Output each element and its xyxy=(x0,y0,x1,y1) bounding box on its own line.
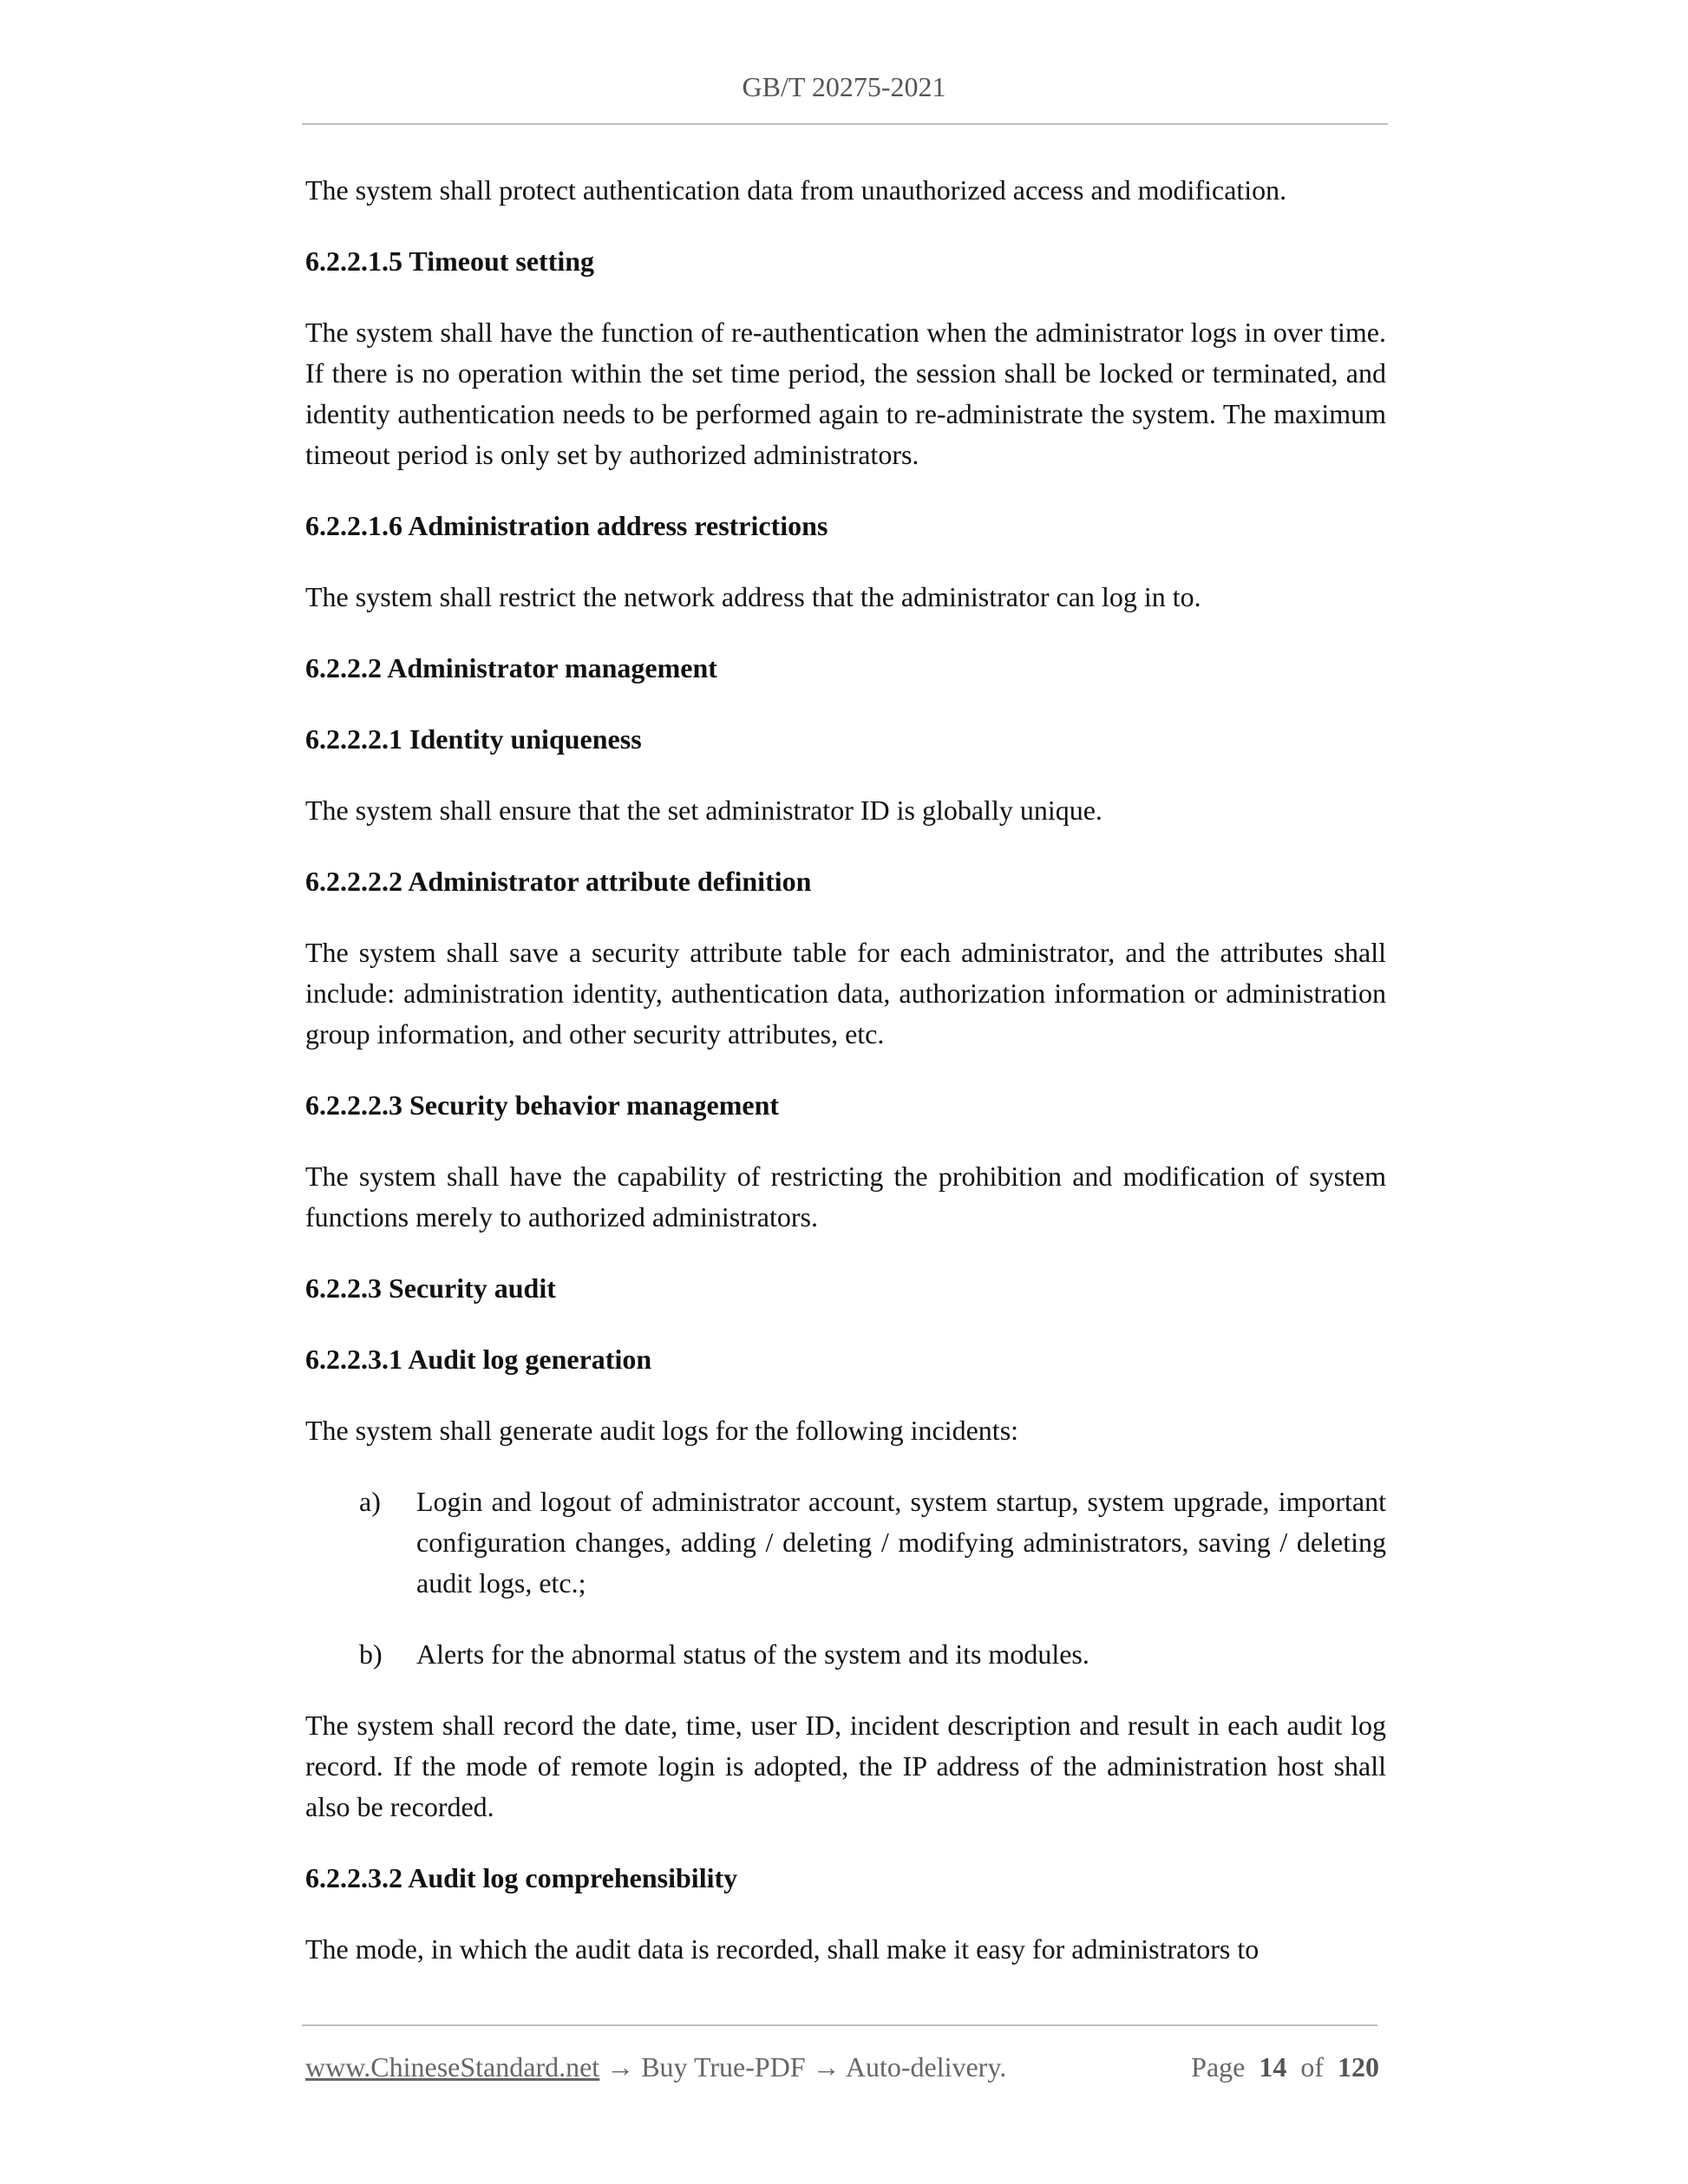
list-item-label: b) xyxy=(359,1638,383,1670)
website-link[interactable]: www.ChineseStandard.net xyxy=(305,2051,600,2083)
paragraph: The mode, in which the audit data is recorded, shall make it easy for administrators to xyxy=(305,1933,1259,1965)
section-heading: 6.2.2.2.2 Administrator attribute definition xyxy=(305,866,812,897)
footer-left xyxy=(305,2047,1006,2087)
page-footer xyxy=(305,2047,1379,2087)
footer-divider xyxy=(302,2024,1377,2026)
document-header-title: GB/T 20275-2021 xyxy=(742,71,946,102)
paragraph: The system shall have the capability of restricting the prohibition and modification of system functions merely to authorized administrators. xyxy=(305,1161,1386,1233)
footer-tagline: → Buy True-PDF → Auto-delivery. xyxy=(599,2051,1007,2083)
section-heading: 6.2.2.2.3 Security behavior management xyxy=(305,1089,780,1121)
paragraph: The system shall restrict the network address that the administrator can log in to. xyxy=(305,581,1201,612)
list-item-text: Login and logout of administrator account, system startup, system upgrade, important configuration changes, adding / deleting / modifying administrators, saving / deleting audit logs, etc.; xyxy=(416,1486,1386,1599)
paragraph: The system shall have the function of re-authentication when the administrator logs in over time. If there is no operation within the set time period, the session shall be locked or terminated, and identity authentication needs to be performed again to re-administrate the system. The maximum timeout period is only set by authorized administrators. xyxy=(305,317,1386,470)
list-item-text: Alerts for the abnormal status of the system and its modules. xyxy=(416,1638,1089,1670)
page-number: 14 xyxy=(1259,2051,1287,2083)
list-item xyxy=(305,1634,1386,1675)
list-item-label: a) xyxy=(359,1486,381,1517)
paragraph: The system shall ensure that the set administrator ID is globally unique. xyxy=(305,794,1102,826)
page-indicator xyxy=(1191,2047,1379,2087)
paragraph: The system shall save a security attribute table for each administrator, and the attributes shall include: administration identity, authentication data, authorization information or administration group information, and other security attributes, etc. xyxy=(305,937,1386,1049)
list-item xyxy=(305,1481,1386,1604)
page-of-label: of xyxy=(1300,2051,1324,2083)
page-label: Page xyxy=(1191,2051,1246,2083)
section-heading: 6.2.2.1.6 Administration address restrictions xyxy=(305,510,828,541)
paragraph: The system shall record the date, time, user ID, incident description and result in each audit log record. If the mode of remote login is adopted, the IP address of the administration host shall also be recorded. xyxy=(305,1710,1386,1822)
document-body xyxy=(305,170,1386,1970)
section-heading: 6.2.2.3 Security audit xyxy=(305,1272,556,1304)
section-heading: 6.2.2.3.2 Audit log comprehensibility xyxy=(305,1862,738,1893)
page-total: 120 xyxy=(1338,2051,1379,2083)
paragraph: The system shall protect authentication data from unauthorized access and modification. xyxy=(305,174,1287,206)
section-heading: 6.2.2.3.1 Audit log generation xyxy=(305,1344,652,1375)
paragraph: The system shall generate audit logs for the following incidents: xyxy=(305,1415,1019,1446)
section-heading: 6.2.2.2.1 Identity uniqueness xyxy=(305,723,642,755)
header-divider xyxy=(302,123,1388,125)
section-heading: 6.2.2.2 Administrator management xyxy=(305,652,717,683)
section-heading: 6.2.2.1.5 Timeout setting xyxy=(305,245,595,277)
